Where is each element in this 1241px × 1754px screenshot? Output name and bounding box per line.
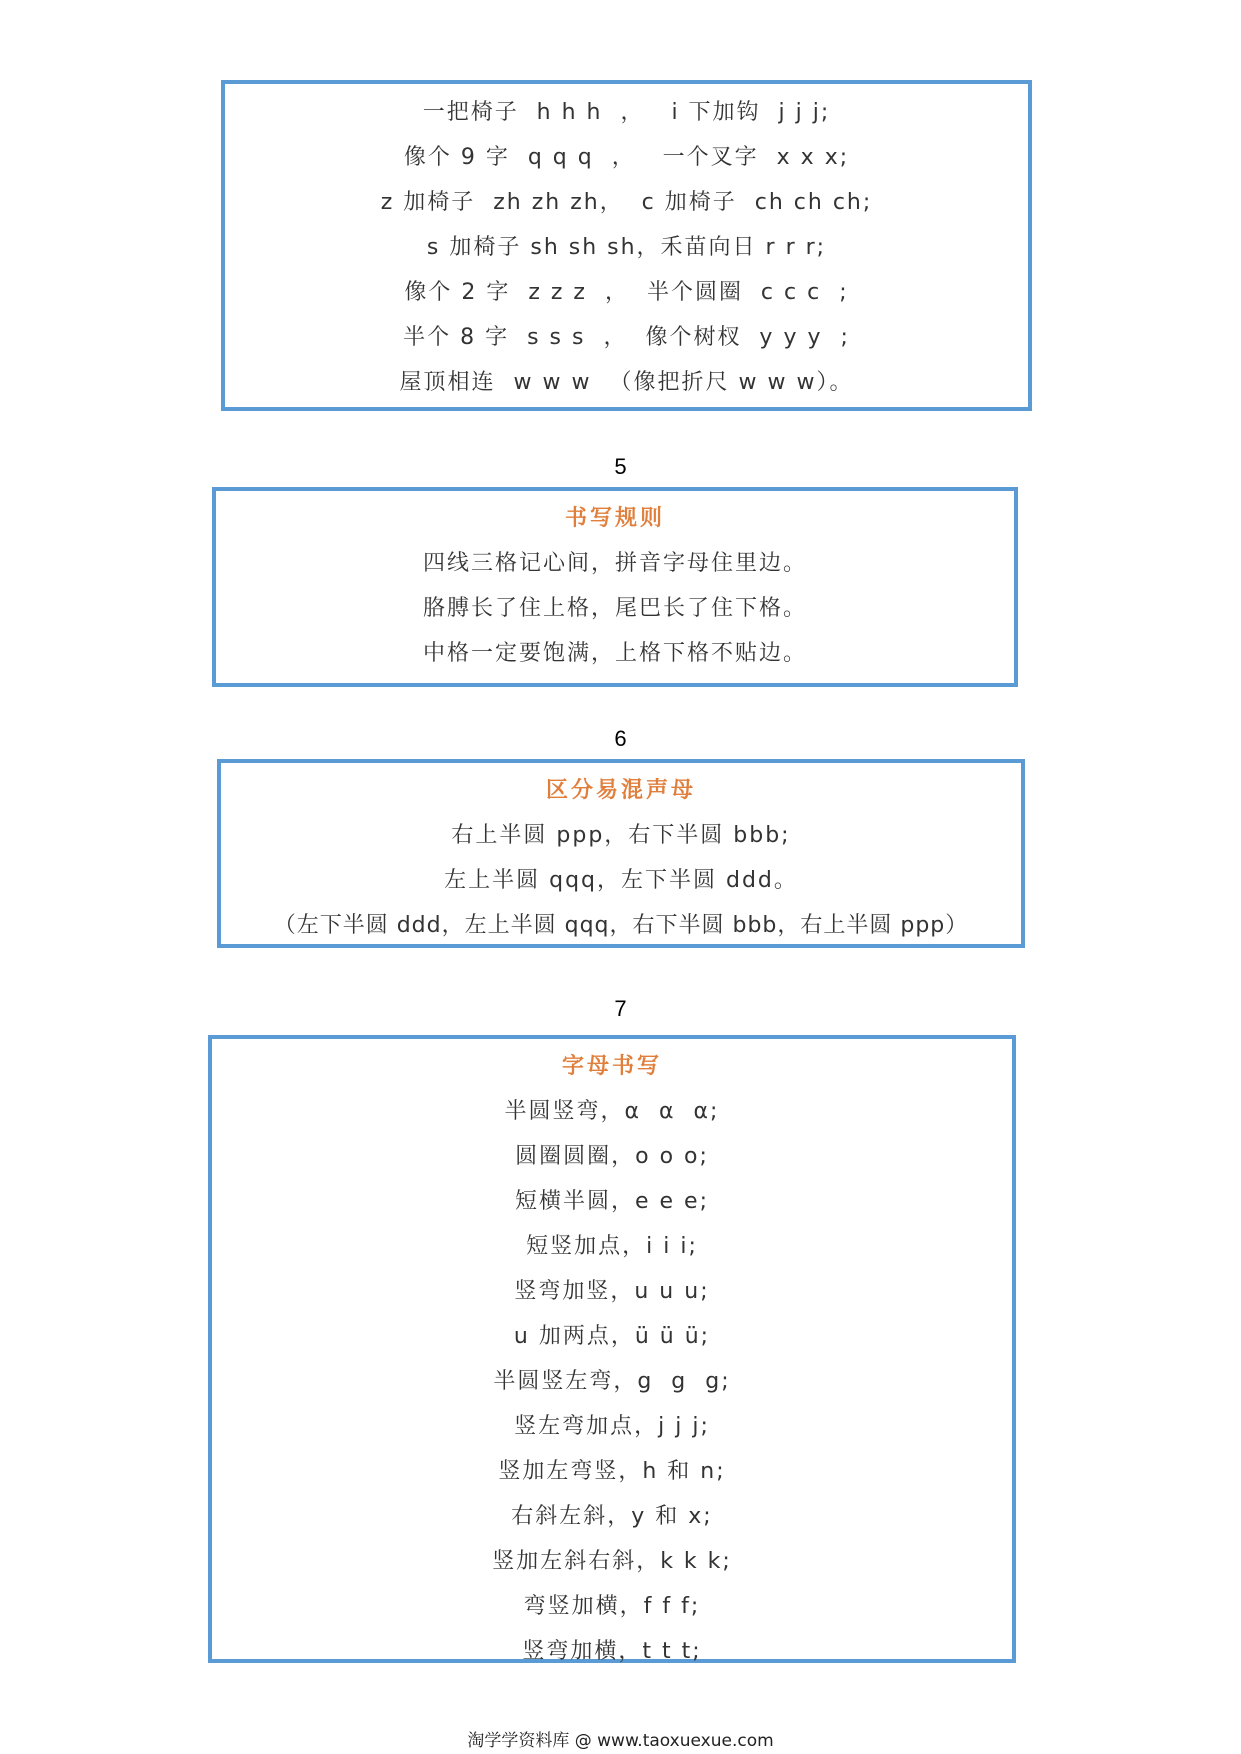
section-number-5: 5 <box>614 454 627 479</box>
rhyme-line: 竖弯加竖，u u u; <box>514 1279 710 1304</box>
rhyme-line: 竖加左弯竖，h 和 n; <box>498 1459 726 1484</box>
rhyme-line: 右斜左斜，y 和 x; <box>511 1504 713 1529</box>
rhyme-line: 圆圈圆圈，o o o; <box>515 1144 709 1169</box>
rhyme-box-writing-rules <box>212 487 1018 687</box>
footer-watermark: 淘学学资料库 @ www.taoxuexue.com <box>467 1731 774 1751</box>
rhyme-line: 屋顶相连 w w w （像把折尺 w w w）。 <box>399 370 854 395</box>
rhyme-box-letter-shapes <box>221 80 1032 411</box>
rhyme-line: （左下半圆 ddd，左上半圆 qqq，右下半圆 bbb，右上半圆 ppp） <box>273 913 969 938</box>
rhyme-line: 右上半圆 ppp，右下半圆 bbb; <box>451 823 791 848</box>
section-number-6: 6 <box>614 726 627 751</box>
rhyme-line: 左上半圆 qqq，左下半圆 ddd。 <box>444 868 798 893</box>
section-title: 字母书写 <box>561 1054 662 1079</box>
rhyme-line: 四线三格记心间，拼音字母住里边。 <box>422 551 807 576</box>
rhyme-line: 半圆竖弯，α α α; <box>504 1099 720 1124</box>
section-number-7: 7 <box>614 996 627 1021</box>
rhyme-line: 中格一定要饱满，上格下格不贴边。 <box>422 641 807 666</box>
rhyme-line: 短横半圆，e e e; <box>514 1189 709 1214</box>
rhyme-line: u 加两点，ü ü ü; <box>513 1324 711 1349</box>
rhyme-box-letter-writing <box>208 1035 1016 1663</box>
rhyme-line: 像个 9 字 q q q ， 一个叉字 x x x; <box>403 145 850 170</box>
rhyme-line: s 加椅子 sh sh sh，禾苗向日 r r r; <box>426 235 827 260</box>
section-title: 书写规则 <box>564 506 665 531</box>
rhyme-line: 半圆竖左弯，g g g; <box>493 1369 731 1394</box>
rhyme-line: 竖左弯加点，j j j; <box>514 1414 710 1439</box>
rhyme-line: 像个 2 字 z z z ， 半个圆圈 c c c ; <box>404 280 849 305</box>
section-title: 区分易混声母 <box>545 778 696 803</box>
rhyme-line: 一把椅子 h h h ， i 下加钩 j j j; <box>422 100 831 125</box>
rhyme-line: 胳膊长了住上格，尾巴长了住下格。 <box>422 596 807 621</box>
rhyme-line: 半个 8 字 s s s ， 像个树杈 y y y ; <box>403 325 850 350</box>
rhyme-line: 竖弯加横，t t t; <box>522 1639 702 1664</box>
rhyme-box-confusable-initials <box>217 759 1025 948</box>
rhyme-line: 弯竖加横，f f f; <box>523 1594 701 1619</box>
rhyme-line: z 加椅子 zh zh zh， c 加椅子 ch ch ch; <box>380 190 873 215</box>
rhyme-line: 竖加左斜右斜，k k k; <box>492 1549 732 1574</box>
rhyme-line: 短竖加点，i i i; <box>526 1234 698 1259</box>
